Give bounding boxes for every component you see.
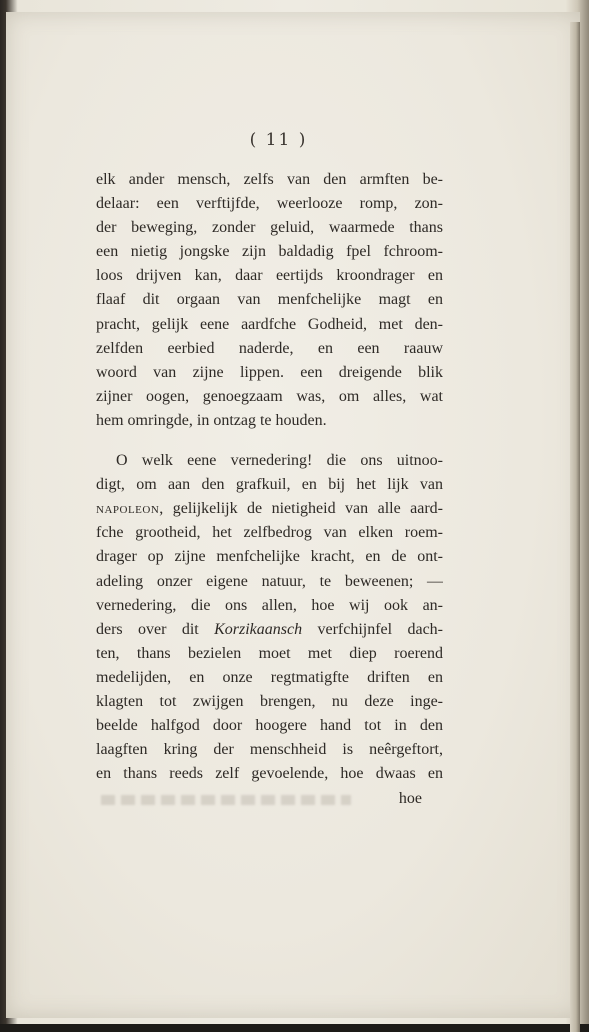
text-line: medelijden, en onze regtmatigfte driften en	[96, 668, 443, 686]
text-line: drager op zijne menfchelijke kracht, en de ont-	[96, 548, 443, 566]
text-line: zelfden eerbied naderde, en een raauw	[96, 339, 443, 357]
text-line: ten, thans bezielen moet met diep roerend	[96, 644, 443, 662]
text-line: delaar: een verftijfde, weerlooze romp, zon-	[96, 195, 443, 213]
text-line: der beweging, zonder geluid, waarmede thans	[96, 219, 443, 237]
show-through-ink	[101, 795, 351, 805]
text-line: digt, om aan den grafkuil, en bij het lijk van	[96, 476, 443, 494]
text-line: vernedering, die ons allen, hoe wij ook an-	[96, 596, 443, 614]
text-line: elk ander mensch, zelfs van den armften be-	[96, 171, 443, 188]
text-line: klagten tot zwijgen brengen, nu deze inge-	[96, 692, 443, 710]
text-line: en thans reeds zelf gevoelende, hoe dwaas en	[96, 765, 443, 783]
text-line: loos drijven kan, daar eertijds kroondrager en	[96, 267, 443, 285]
text-line: woord van zijne lippen. een dreigende blik	[96, 363, 443, 381]
book-page	[6, 12, 580, 1018]
italic-word: Korzikaansch	[214, 620, 303, 638]
body-text	[96, 168, 443, 786]
text-line: flaaf dit orgaan van menfchelijke magt en	[96, 291, 443, 309]
text-line: fche grootheid, het zelfbedrog van elken roem-	[96, 524, 443, 542]
text-line-rest: , gelijkelijk de nietigheid van alle aard-	[159, 500, 443, 518]
text-line: beelde halfgod door hoogere hand tot in den	[96, 717, 443, 735]
paragraph-1	[96, 168, 443, 433]
text-line: zijner oogen, genoegzaam was, om alles, wat	[96, 387, 443, 405]
text-line: hem omringde, in ontzag te houden.	[96, 411, 327, 429]
name-napoleon: napoleon	[96, 500, 160, 518]
text-line: pracht, gelijk eene aardfche Godheid, met den-	[96, 315, 443, 333]
page-number: ( 11 )	[249, 130, 308, 150]
catchword: hoe	[398, 790, 422, 807]
paragraph-gap	[96, 433, 443, 449]
text-line	[96, 618, 443, 642]
text-fragment: verfchijnfel dach-	[302, 620, 443, 638]
text-fragment: ders over dit	[96, 620, 215, 638]
page-edge	[570, 22, 580, 1032]
text-line: adeling onzer eigene natuur, te beweenen; —	[96, 572, 443, 590]
paragraph-2	[96, 449, 443, 786]
text-line: O welk eene vernedering! die ons uitnoo-	[116, 452, 443, 470]
text-line: laagften kring der menschheid is neêrgeftort,	[96, 741, 443, 759]
text-line: een nietig jongske zijn baldadig fpel fchroom-	[96, 243, 443, 261]
text-line	[96, 497, 443, 521]
